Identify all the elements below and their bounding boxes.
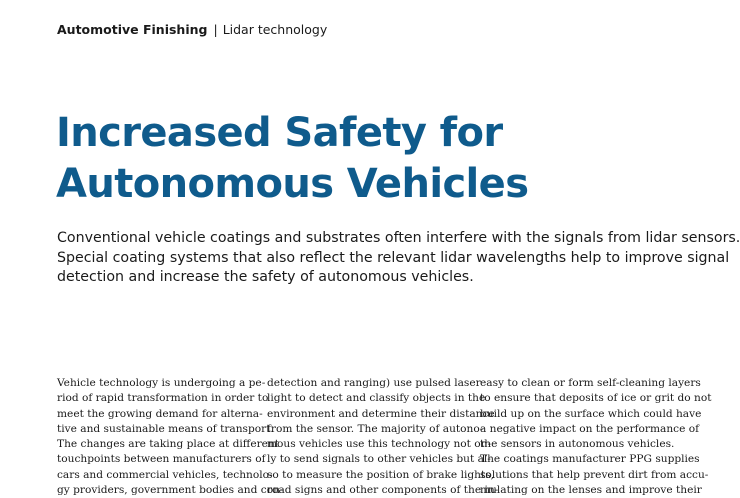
col3-line: to ensure that deposits of ice or grit do not [480,392,712,405]
col1-line: meet the growing demand for alterna- [57,407,263,420]
col3-line: a negative impact on the performance of [480,422,700,435]
title-line-1: Increased Safety for [56,110,503,156]
body-column-1 [57,376,284,498]
header-topic: Lidar technology [222,22,328,37]
running-header [57,22,327,38]
header-separator: | [213,22,218,37]
col1-line: tive and sustainable means of transport. [57,422,274,435]
article-lead [57,229,740,288]
col3-line: the sensors in autonomous vehicles. [480,438,675,451]
col2-line: mous vehicles use this technology not on- [267,438,492,451]
col1-line: cars and commercial vehicles, technolo- [57,468,273,481]
title-line-2: Autonomous Vehicles [56,161,529,207]
col3-line: build up on the surface which could have [480,407,702,420]
article-title [56,108,528,210]
col3-line: easy to clean or form self-cleaning layers [480,377,701,389]
body-column-3 [480,376,712,498]
col1-line: touchpoints between manufacturers of [57,453,266,466]
col2-line: ly to send signals to other vehicles but al- [267,453,491,466]
col3-line: solutions that help prevent dirt from accu- [480,468,709,481]
body-columns [57,376,712,497]
col3-line: The coatings manufacturer PPG supplies [480,453,700,466]
col2-line: road signs and other components of the in- [267,484,499,497]
col3-line: mulating on the lenses and improve their [480,484,702,497]
lead-line-3: detection and increase the safety of autonomous vehicles. [57,269,474,285]
col2-line: from the sensor. The majority of autono- [267,422,484,435]
lead-line-1: Conventional vehicle coatings and substrates often interfere with the signals from lidar sensors. [57,230,740,246]
body-column-2 [267,376,499,498]
lead-line-2: Special coating systems that also reflect the relevant lidar wavelengths help to improve signal [57,249,730,266]
col1-line: gy providers, government bodies and con- [57,484,284,497]
header-section: Automotive Finishing [57,22,208,37]
col1-line: riod of rapid transformation in order to [57,392,269,405]
col1-line: The changes are taking place at different [57,438,280,451]
col1-line: Vehicle technology is undergoing a pe- [57,377,266,389]
col2-line: environment and determine their distance [267,407,495,420]
col2-line: detection and ranging) use pulsed laser [267,377,481,389]
col2-line: so to measure the position of brake lights, [267,468,495,481]
col2-line: light to detect and classify objects in the [267,392,486,405]
